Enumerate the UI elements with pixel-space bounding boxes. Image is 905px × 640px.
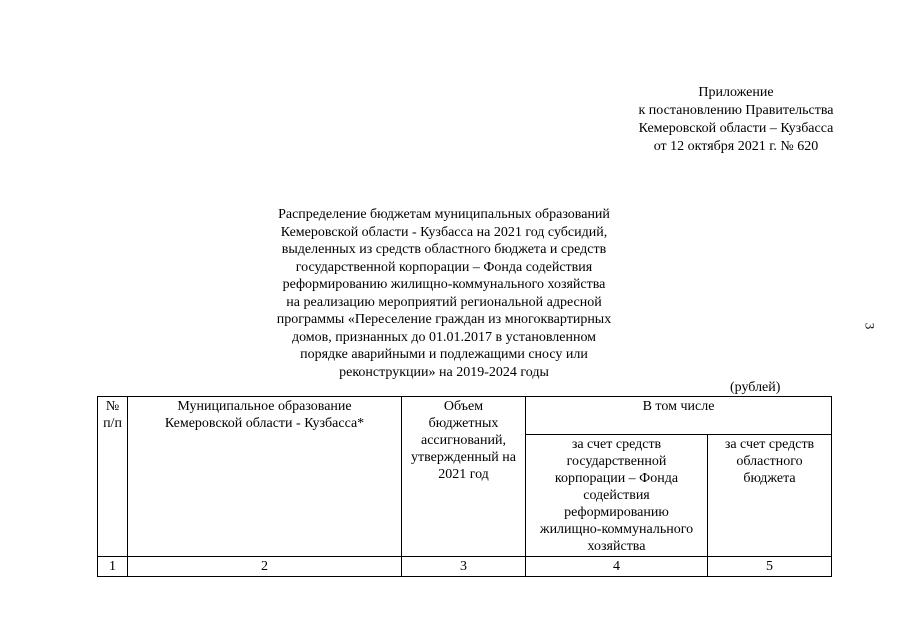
column-number-row: [98, 557, 832, 577]
header-including: В том числе: [526, 397, 832, 435]
title-line: порядке аварийными и подлежащими сносу или: [300, 347, 588, 362]
column-number: 2: [128, 557, 402, 577]
annex-line: от 12 октября 2021 г. № 620: [653, 139, 819, 154]
header-municipality: Муниципальное образование Кемеровской области - Кузбасса*: [128, 397, 402, 557]
title-line: реконструкции» на 2019-2024 годы: [339, 364, 549, 380]
document-title: [232, 206, 656, 381]
annex-line: к постановлению Правительства: [638, 103, 834, 118]
title-line: государственной корпорации – Фонда содействия: [295, 259, 593, 275]
annex-line: Кемеровской области – Кузбасса: [638, 121, 834, 136]
column-number: 4: [526, 557, 708, 577]
header-budget-volume: Объем бюджетных ассигнований, утвержденный на 2021 год: [402, 397, 526, 557]
column-number: 1: [98, 557, 128, 577]
title-line: домов, признанных до 01.01.2017 в установленном: [291, 329, 597, 345]
units-label: (рублей): [730, 380, 781, 395]
annex-block: [600, 84, 872, 156]
column-number: 3: [402, 557, 526, 577]
annex-line: Приложение: [698, 85, 774, 100]
title-line: реформированию жилищно-коммунального хозяйства: [282, 277, 606, 292]
allocation-table: [97, 396, 832, 577]
header-row-1: [98, 397, 832, 435]
title-line: выделенных из средств областного бюджета и средств: [281, 242, 607, 257]
title-line: программы «Переселение граждан из многоквартирных: [276, 312, 612, 327]
header-number: № п/п: [98, 397, 128, 557]
column-number: 5: [708, 557, 832, 577]
page-number: 3: [862, 322, 878, 330]
title-line: Кемеровской области - Кузбасса на 2021 год субсидий,: [280, 224, 608, 240]
title-line: на реализацию мероприятий региональной адресной: [286, 294, 602, 310]
header-regional-budget: за счет средств областного бюджета: [708, 435, 832, 557]
title-line: Распределение бюджетам муниципальных образований: [278, 207, 610, 222]
header-fund-source: за счет средств государственной корпорации – Фонда содействия реформированию жилищно-коммунального хозяйства: [526, 435, 708, 557]
